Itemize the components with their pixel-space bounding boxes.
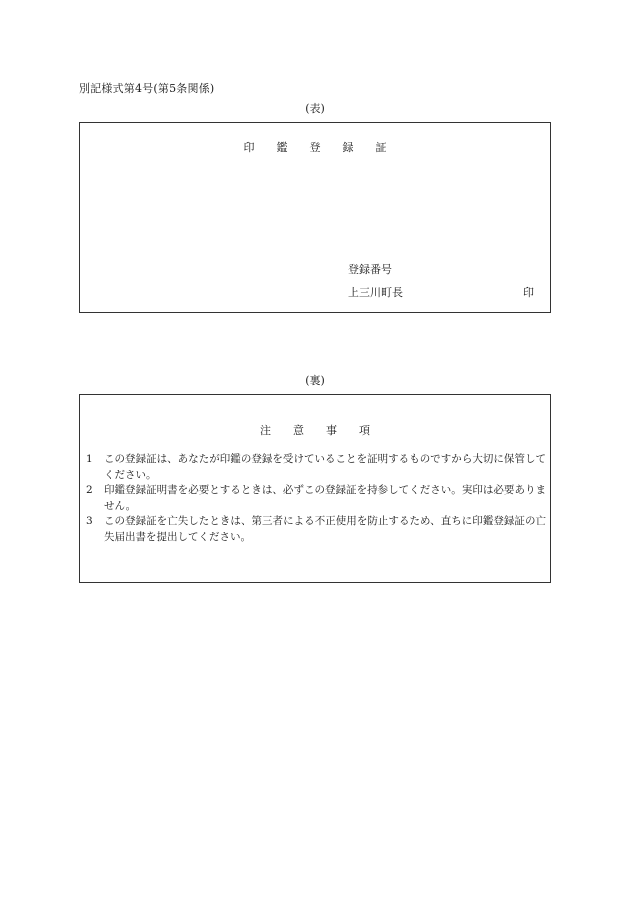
front-side-label: (表): [305, 102, 325, 115]
back-title-char: 注: [260, 424, 271, 437]
note-item: [86, 452, 546, 483]
back-title-char: 項: [359, 424, 370, 437]
front-title-char: 印: [243, 141, 255, 154]
front-title-char: 証: [375, 141, 387, 154]
back-title-char: 事: [326, 424, 337, 437]
note-text: この登録証は、あなたが印鑑の登録を受けていることを証明するものですから大切に保管してください。: [104, 453, 546, 481]
form-number: 別記様式第4号(第5条関係): [79, 82, 215, 95]
note-number: 2: [86, 484, 93, 496]
notes-list: [86, 452, 546, 545]
issuer-row: [348, 284, 534, 300]
back-side-label: (裏): [305, 374, 325, 387]
issuer-name: 上三川町長: [348, 286, 403, 299]
note-number: 1: [86, 453, 93, 465]
note-item: [86, 483, 546, 514]
front-title-char: 登: [309, 141, 321, 154]
note-item: [86, 514, 546, 545]
back-card: [79, 394, 551, 583]
note-text: 印鑑登録証明書を必要とするときは、必ずこの登録証を持参してください。実印は必要ありません。: [104, 484, 546, 512]
back-title: [80, 422, 550, 438]
registration-number-label: 登録番号: [348, 263, 392, 276]
front-card: [79, 122, 551, 313]
back-title-char: 意: [293, 424, 304, 437]
note-number: 3: [86, 515, 93, 527]
front-title-char: 録: [342, 141, 354, 154]
seal-mark: 印: [523, 286, 534, 299]
front-title-char: 鑑: [276, 141, 288, 154]
note-text: この登録証を亡失したときは、第三者による不正使用を防止するため、直ちに印鑑登録証の亡失届出書を提出してください。: [104, 515, 546, 543]
front-title: [80, 139, 550, 155]
